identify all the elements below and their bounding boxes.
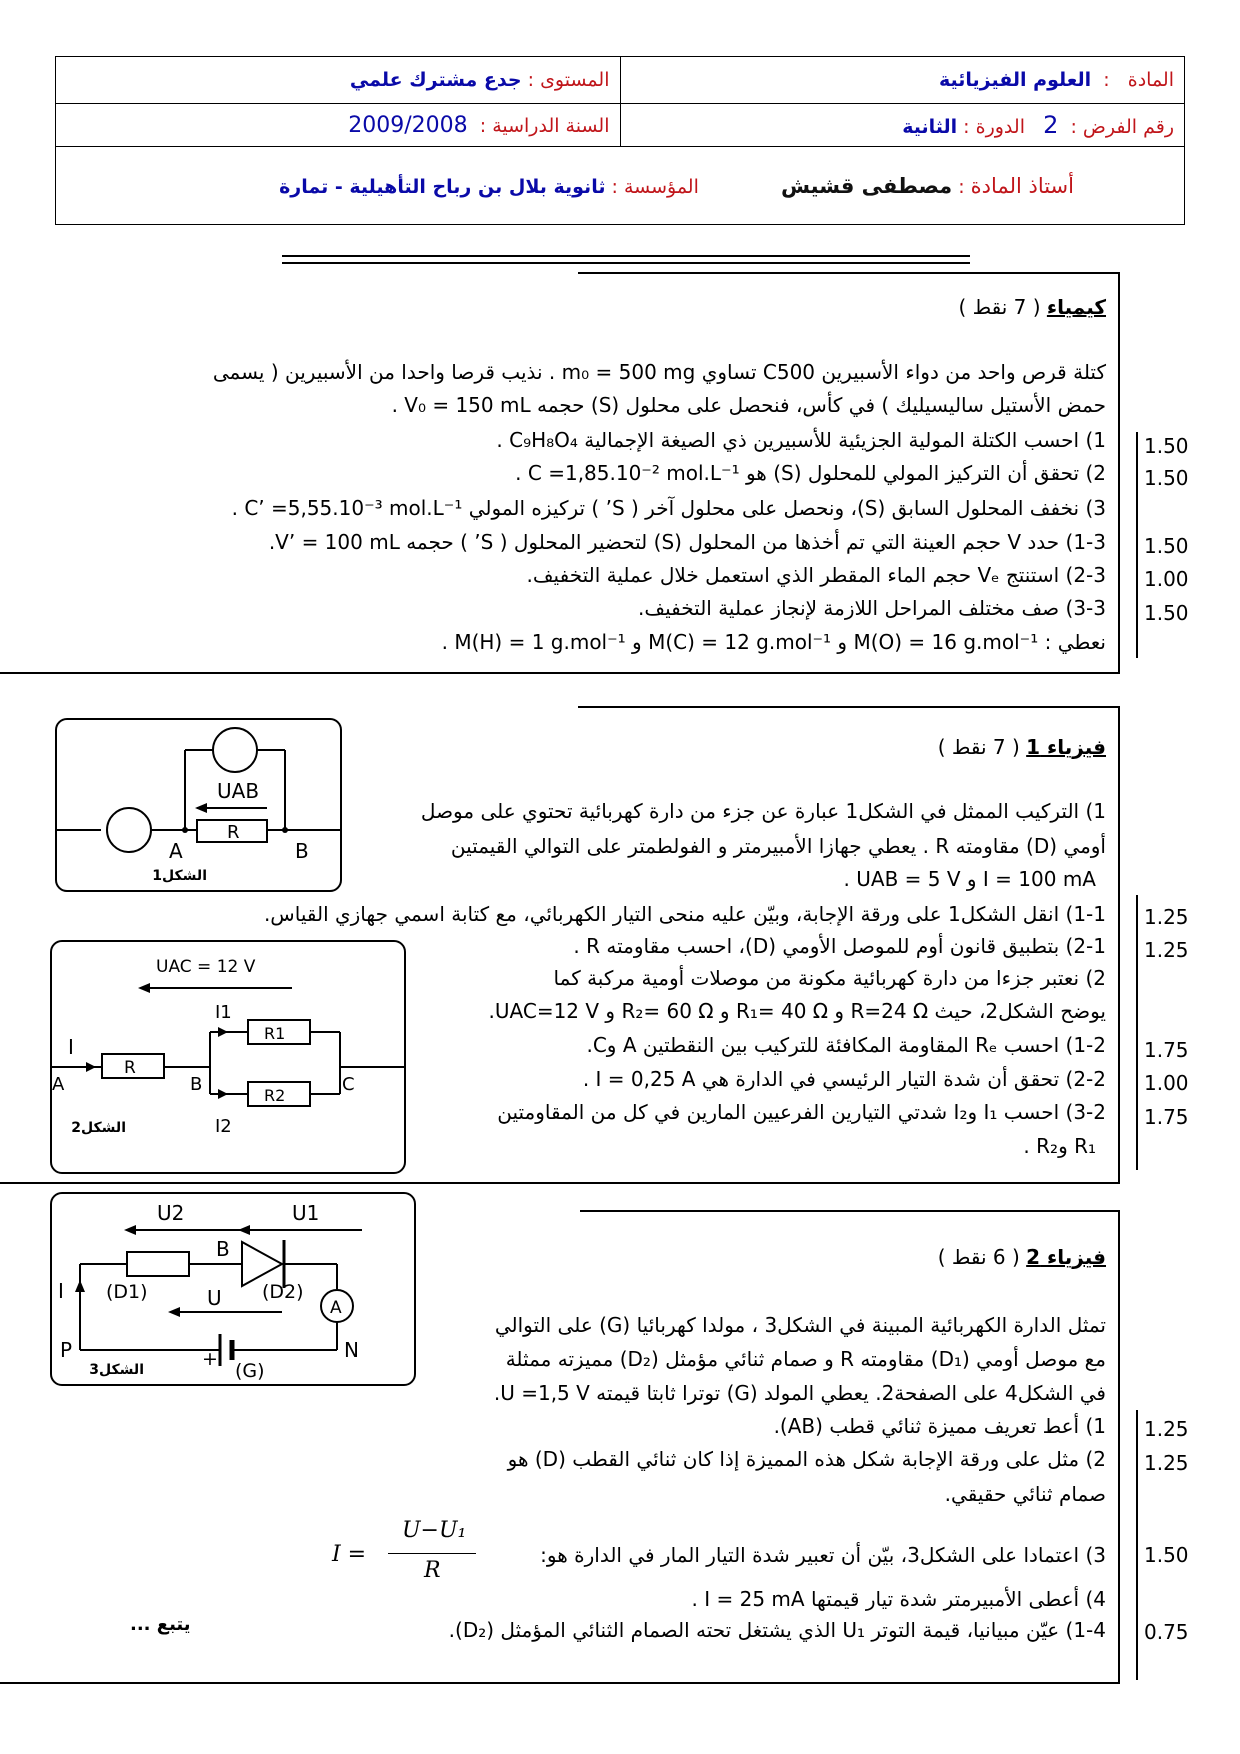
phys1-p1-c: I = 100 mA و UAB = 5 V . <box>843 867 1096 891</box>
school-value: ثانوية بلال بن رباح التأهيلية - تمارة <box>279 175 606 198</box>
chem-given: نعطي : M(O) = 16 g.mol⁻¹ و M(C) = 12 g.mol⁻¹ و M(H) = 1 g.mol⁻¹ . <box>441 630 1106 654</box>
chem-q3-1-mark: 1.50 <box>1144 534 1189 558</box>
fig2-i: I <box>68 1035 74 1059</box>
chem-intro-2: حمض الأستيل ساليسيليك ) في كأس، فنحصل على محلول (S) حجمه V₀ = 150 mL . <box>391 393 1106 417</box>
fig2-r: R <box>124 1058 136 1078</box>
fig3-b: B <box>216 1237 230 1261</box>
current-formula <box>322 1518 492 1598</box>
fig2-a: A <box>52 1074 65 1095</box>
phys1-q2-2-mark: 1.00 <box>1144 1071 1189 1095</box>
fig3-u2: U2 <box>157 1201 185 1225</box>
year-cell: السنة الدراسية : 2009/2008 <box>56 104 621 147</box>
session-value: الثانية <box>902 116 958 138</box>
phys1-p2-b: يوضح الشكل2، حيث R=24 Ω و R₁= 40 Ω و R₂= 60 Ω و UAC=12 V. <box>488 999 1106 1023</box>
figure-3-diagram <box>52 1194 414 1384</box>
subject-cell: المادة : العلوم الفيزيائية <box>620 57 1185 104</box>
ammeter-icon <box>107 808 151 852</box>
chem-q2-mark: 1.50 <box>1144 466 1189 490</box>
u-arrow-icon <box>168 1307 180 1317</box>
chem-q1: 1) احسب الكتلة المولية الجزيئية للأسبيرين ذي الصيغة الإجمالية C₉H₈O₄ . <box>496 428 1106 452</box>
phys2-q4: 4) أعطى الأمبيرمتر شدة تيار قيمتها I = 25 mA . <box>691 1587 1106 1611</box>
chem-marks-divider <box>1136 432 1138 658</box>
formula-lhs: I = <box>332 1542 367 1567</box>
phys1-q2-3-mark: 1.75 <box>1144 1105 1189 1129</box>
phys2-q3-mark: 1.50 <box>1144 1543 1189 1567</box>
level-cell: المستوى : جدع مشترك علمي <box>56 57 621 104</box>
phys2-p-b: مع موصل أومي (D₁) مقاومته R و صمام ثنائي مؤمثل (D₂) مميزته ممثلة <box>505 1347 1106 1371</box>
year-value: 2009/2008 <box>348 112 468 138</box>
phys2-title-line <box>938 1245 1106 1269</box>
phys2-q4-1: 1-4) عيّن مبيانيا، قيمة التوتر U₁ الذي يشتغل تحته الصمام الثنائي المؤمثل (D₂). <box>448 1618 1106 1642</box>
phys1-points: ( 7 نقط ) <box>937 735 1020 759</box>
chem-q3-1: 1-3) حدد V حجم العينة التي تم أخذها من المحلول (S) لتحضير المحلول ( S’ ) حجمه V’ = 100 mL. <box>268 530 1106 554</box>
phys2-marks-divider <box>1136 1410 1138 1680</box>
fig3-n: N <box>344 1338 359 1362</box>
fig3-d2: (D2) <box>262 1281 304 1303</box>
phys1-bottom-line <box>0 1182 1120 1184</box>
phys1-right-line <box>1118 706 1120 1184</box>
phys2-q1-mark: 1.25 <box>1144 1417 1189 1441</box>
fig1-r: R <box>227 822 240 843</box>
figure-1-diagram <box>57 720 340 890</box>
school-label: المؤسسة <box>623 175 699 198</box>
subject-value: العلوم الفيزيائية <box>938 69 1092 91</box>
chem-intro-1: كتلة قرص واحد من دواء الأسبيرين C500 تساوي m₀ = 500 mg . نذيب قرصا واحدا من الأسبيرين ( يسمى <box>212 360 1106 384</box>
chem-q3-3-mark: 1.50 <box>1144 601 1189 625</box>
phys1-q1-1: 1-1) انقل الشكل1 على ورقة الإجابة، وبيّن عليه منحى التيار الكهربائي، مع كتابة اسمي جهازي القياس. <box>263 902 1106 926</box>
diode-d2-icon <box>242 1242 282 1286</box>
separator-bottom <box>282 262 970 264</box>
fig3-i: I <box>58 1279 64 1303</box>
session-label: الدورة <box>975 116 1025 138</box>
fig3-a: A <box>330 1298 342 1318</box>
phys2-q2-b: صمام ثنائي حقيقي. <box>944 1482 1106 1506</box>
phys1-q2-1: 1-2) احسب Rₑ المقاومة المكافئة للتركيب بين النقطتين A وC. <box>586 1033 1106 1057</box>
figure-2 <box>50 940 406 1174</box>
chem-bottom-line <box>0 672 1120 674</box>
phys1-q1-1-mark: 1.25 <box>1144 905 1189 929</box>
phys1-q2-1-mark: 1.75 <box>1144 1038 1189 1062</box>
fig2-r2: R2 <box>264 1086 286 1105</box>
phys2-p-c: في الشكل4 على الصفحة2. يعطي المولد (G) توترا ثابتا قيمته U =1,5 V. <box>493 1381 1106 1405</box>
fig1-uab: UAB <box>217 779 260 803</box>
phys2-q2-a: 2) مثل على ورقة الإجابة شكل هذه المميزة إذا كان ثنائي القطب (D) هو <box>507 1447 1106 1471</box>
phys1-title: فيزياء 1 <box>1026 735 1106 759</box>
formula-numerator: U−U₁ <box>402 1518 467 1543</box>
formula-denominator: R <box>424 1558 441 1583</box>
phys2-bottom-line <box>0 1682 1120 1684</box>
chem-q1-mark: 1.50 <box>1144 434 1189 458</box>
level-label: المستوى <box>540 69 610 91</box>
separator-top <box>282 255 970 257</box>
i-arrow-icon <box>75 1280 85 1292</box>
phys2-points: ( 6 نقط ) <box>937 1245 1020 1269</box>
phys1-p1-a: 1) التركيب الممثل في الشكل1 عبارة عن جزء من دارة كهربائية تحتوي على موصل <box>420 799 1106 823</box>
fig3-p: P <box>60 1338 73 1362</box>
year-label: السنة الدراسية <box>492 114 610 137</box>
phys2-top-line <box>580 1210 1120 1212</box>
fig2-r1: R1 <box>264 1024 286 1043</box>
fig3-caption: الشكل3 <box>89 1362 144 1378</box>
fig2-caption: الشكل2 <box>71 1120 126 1136</box>
phys1-p2-a: 2) نعتبر جزءا من دارة كهربائية مكونة من موصلات أومية مركبة كما <box>553 966 1106 990</box>
fig1-caption: الشكل1 <box>152 868 207 884</box>
fig3-g: (G) <box>235 1360 265 1382</box>
fig3-d1: (D1) <box>106 1281 148 1303</box>
header-table <box>55 56 1185 225</box>
i-arrow-icon <box>86 1062 96 1072</box>
fig3-plus: + <box>202 1348 218 1370</box>
teacher-cell: أستاذ المادة : مصطفى قشيش المؤسسة : ثانوية بلال بن رباح التأهيلية - تمارة <box>56 147 1185 225</box>
chem-title-line <box>958 295 1106 319</box>
chem-title: كيمياء <box>1046 295 1106 319</box>
phys1-p1-b: أومي (D) مقاومته R . يعطي جهازا الأمبيرمتر و الفولطمتر على التوالي القيمتين <box>450 834 1106 858</box>
fig2-c: C <box>342 1074 355 1095</box>
fig2-b: B <box>190 1074 203 1095</box>
uab-arrow-head-icon <box>195 803 207 813</box>
chem-right-line <box>1118 272 1120 674</box>
phys2-q4-1-mark: 0.75 <box>1144 1620 1189 1644</box>
chem-q2: 2) تحقق أن التركيز المولي للمحلول (S) هو C =1,85.10⁻² mol.L⁻¹ . <box>515 461 1106 485</box>
fig1-b: B <box>295 839 309 863</box>
phys1-top-line <box>578 706 1120 708</box>
fig1-a: A <box>169 839 183 863</box>
phys2-q1: 1) أعط تعريف مميزة ثنائي قطب (AB). <box>773 1414 1106 1438</box>
chem-q3-3: 3-3) صف مختلف المراحل اللازمة لإنجاز عملية التخفيف. <box>638 596 1106 620</box>
uac-arrow-head-icon <box>138 983 150 993</box>
phys2-right-line <box>1118 1210 1120 1684</box>
i2-arrow-icon <box>218 1089 228 1099</box>
chem-q3-2-mark: 1.00 <box>1144 567 1189 591</box>
chem-points: ( 7 نقط ) <box>958 295 1041 319</box>
figure-1 <box>55 718 342 892</box>
exam-cell: رقم الفرض : 2 الدورة : الثانية <box>620 104 1185 147</box>
i1-arrow-icon <box>218 1027 228 1037</box>
phys1-q2-2: 2-2) تحقق أن شدة التيار الرئيسي في الدارة هي I = 0,25 A . <box>582 1067 1106 1091</box>
fig2-uac: UAC = 12 V <box>156 957 256 977</box>
formula-bar <box>388 1553 476 1554</box>
teacher-value: مصطفى قشيش <box>780 173 953 198</box>
chem-q3-2: 2-3) استنتج Vₑ حجم الماء المقطر الذي استعمل خلال عملية التخفيف. <box>526 563 1106 587</box>
fig3-u: U <box>207 1286 222 1310</box>
phys2-q3: 3) اعتمادا على الشكل3، بيّن أن تعبير شدة التيار المار في الدارة هو: <box>540 1543 1106 1567</box>
figure-2-diagram <box>52 942 404 1172</box>
chem-top-line <box>578 272 1120 274</box>
resistor-d1-icon <box>127 1252 189 1276</box>
u1-arrow-icon <box>238 1225 250 1235</box>
teacher-label: أستاذ المادة <box>970 173 1074 198</box>
phys1-q1-2: 2-1) بتطبيق قانون أوم للموصل الأومي (D)، احسب مقاومته R . <box>573 934 1106 958</box>
u2-arrow-icon <box>124 1225 136 1235</box>
follow-note: يتبع ... <box>130 1614 191 1635</box>
phys2-q2-mark: 1.25 <box>1144 1451 1189 1475</box>
fig2-i1: I1 <box>215 1002 232 1023</box>
phys2-title: فيزياء 2 <box>1026 1245 1106 1269</box>
phys1-marks-divider <box>1136 895 1138 1170</box>
fig3-u1: U1 <box>292 1201 320 1225</box>
phys2-p-a: تمثل الدارة الكهربائية المبينة في الشكل3 ، مولدا كهربائيا (G) على التوالي <box>494 1313 1106 1337</box>
exam-value: 2 <box>1043 111 1059 139</box>
voltmeter-icon <box>213 728 257 772</box>
subject-label: المادة <box>1127 69 1174 91</box>
fig2-i2: I2 <box>215 1116 232 1137</box>
level-value: جدع مشترك علمي <box>349 69 522 91</box>
phys1-q2-3: 3-2) احسب I₁ وI₂ شدتي التيارين الفرعيين المارين في كل من المقاومتين <box>497 1100 1106 1124</box>
phys1-title-line <box>938 735 1106 759</box>
chem-q3: 3) نخفف المحلول السابق (S)، ونحصل على محلول آخر ( S’ ) تركيزه المولي C’ =5,55.10⁻³ mol.L⁻¹ . <box>231 496 1106 520</box>
phys1-q2-3b: R₁ وR₂ . <box>1023 1134 1096 1158</box>
exam-label: رقم الفرض <box>1082 116 1174 138</box>
figure-3 <box>50 1192 416 1386</box>
phys1-q1-2-mark: 1.25 <box>1144 938 1189 962</box>
